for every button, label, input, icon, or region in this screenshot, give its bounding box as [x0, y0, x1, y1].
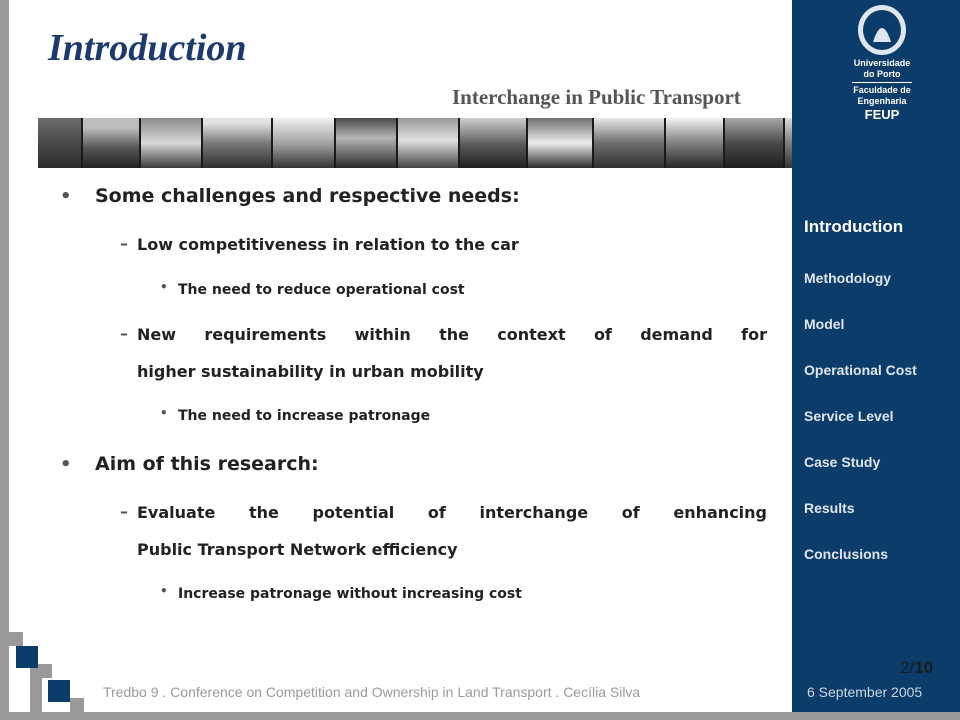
- nav-item-case-study[interactable]: Case Study: [804, 454, 881, 470]
- need-reduce-cost: The need to reduce operational cost: [178, 282, 465, 298]
- page-number: 2/10: [900, 658, 934, 677]
- logo-porto-line: do Porto: [863, 69, 901, 79]
- footer-conference-text: Tredbo 9 . Conference on Competition and Ownership in Land Transport . Cecília Silva: [103, 684, 641, 700]
- decor-square: [9, 632, 23, 646]
- bottom-grey-rule: [0, 712, 960, 720]
- aim-evaluate-line2: Public Transport Network efficiency: [137, 540, 458, 559]
- photo-station-roof: [141, 118, 203, 168]
- bullet-icon: •: [160, 406, 168, 420]
- aim-evaluate-line1: Evaluate the potential of interchange of enhancing: [137, 503, 767, 522]
- nav-item-operational-cost[interactable]: Operational Cost: [804, 362, 917, 378]
- university-logo: [842, 4, 922, 122]
- left-grey-rule: [0, 0, 9, 720]
- photo-bus-terminal: [460, 118, 528, 168]
- decor-bar: [30, 668, 42, 712]
- challenge-low-competitiveness: Low competitiveness in relation to the car: [137, 235, 519, 254]
- heading-aim: Aim of this research:: [95, 453, 319, 475]
- crest-icon: [842, 4, 922, 56]
- bullet-icon: •: [160, 280, 168, 294]
- challenge-new-requirements-line1: New requirements within the context of demand for: [137, 325, 767, 344]
- dash-icon: –: [120, 502, 128, 521]
- bullet-icon: •: [60, 454, 72, 475]
- aim-increase-patronage: Increase patronage without increasing cost: [178, 586, 522, 602]
- dash-icon: –: [120, 324, 128, 343]
- nav-item-results[interactable]: Results: [804, 500, 855, 516]
- logo-university-line: Universidade: [853, 58, 911, 68]
- bullet-icon: •: [160, 584, 168, 598]
- photo-tram-stop: [273, 118, 335, 168]
- photo-station-arches: [594, 118, 666, 168]
- nav-item-service-level[interactable]: Service Level: [804, 408, 894, 424]
- need-increase-patronage: The need to increase patronage: [178, 408, 431, 424]
- logo-faculty-line: Faculdade de: [853, 85, 911, 95]
- photo-bus: [38, 118, 83, 168]
- nav-item-methodology[interactable]: Methodology: [804, 270, 892, 286]
- page-current: 2: [900, 658, 910, 677]
- page-total: 10: [914, 658, 934, 677]
- logo-divider: [852, 82, 912, 83]
- challenge-new-requirements-line2: higher sustainability in urban mobility: [137, 362, 484, 381]
- presentation-date: 6 September 2005: [807, 684, 923, 700]
- decor-square: [48, 680, 70, 702]
- dash-icon: –: [120, 234, 128, 253]
- logo-feup-line: FEUP: [864, 107, 900, 122]
- photo-street: [528, 118, 594, 168]
- photo-tram: [203, 118, 273, 168]
- photo-coach: [83, 118, 141, 168]
- photo-metro: [725, 118, 785, 168]
- decor-square: [70, 698, 84, 712]
- photo-canopy: [336, 118, 398, 168]
- slide-subtitle: Interchange in Public Transport: [452, 85, 741, 109]
- logo-engineering-line: Engenharia: [857, 96, 907, 106]
- photo-train: [666, 118, 724, 168]
- heading-challenges: Some challenges and respective needs:: [95, 185, 520, 207]
- photo-parking: [398, 118, 460, 168]
- nav-item-model[interactable]: Model: [804, 316, 845, 332]
- decor-square: [16, 646, 38, 668]
- nav-item-introduction[interactable]: Introduction: [804, 217, 904, 236]
- slide-title: Introduction: [48, 27, 247, 69]
- bullet-icon: •: [60, 186, 72, 207]
- nav-item-conclusions[interactable]: Conclusions: [804, 546, 889, 562]
